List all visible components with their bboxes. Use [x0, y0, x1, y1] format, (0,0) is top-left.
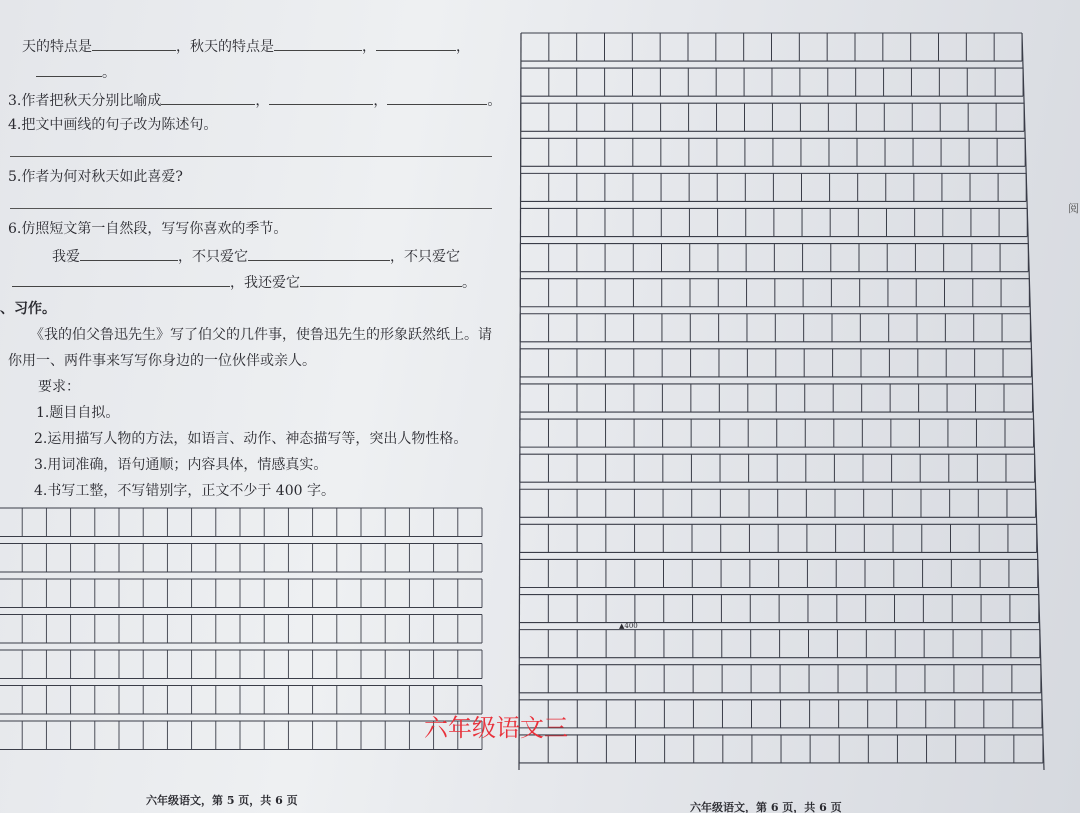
q6-label-d: ，我还爱它 [230, 275, 300, 291]
q3-text: 3.作者把秋天分别比喻成 [8, 93, 162, 109]
question-5: 5.作者为何对秋天如此喜爱? [8, 169, 183, 185]
grid-outer-right [1022, 33, 1044, 770]
q6-label-c: ，不只爱它 [390, 249, 460, 265]
q2-line2-end: 。 [102, 65, 116, 81]
q6-end: 。 [462, 275, 476, 291]
q2-sep-2: ， [456, 39, 470, 55]
question-4: 4.把文中画线的句子改为陈述句。 [8, 117, 218, 133]
q6-label-b: ，不只爱它 [178, 249, 248, 265]
grid-outer-left [519, 33, 521, 770]
requirement-1: 1.题目自拟。 [36, 405, 120, 421]
q3-sep-1: ， [255, 93, 270, 109]
section-title: 、习作。 [0, 301, 56, 317]
requirement-3: 3.用词准确，语句通顺；内容具体，情感真实。 [34, 457, 328, 473]
q3-sep-2: ， [373, 93, 388, 109]
word-count-marker: ▲400 [619, 622, 638, 630]
prompt-line-1: 《我的伯父鲁迅先生》写了伯父的几件事，使鲁迅先生的形象跃然纸上。请 [30, 327, 492, 343]
q2-label-a: 天的特点是 [22, 39, 92, 55]
q2-label-b: ，秋天的特点是 [176, 39, 274, 55]
watermark: 六年级语文三 [424, 714, 568, 742]
q6-label-a: 我爱 [52, 249, 80, 265]
right-edge-glyph: 阅 [1068, 202, 1079, 215]
question-6: 6.仿照短文第一自然段，写写你喜欢的季节。 [8, 221, 288, 237]
page-6-footer: 六年级语文，第 6 页，共 6 页 [690, 801, 842, 813]
requirement-2: 2.运用描写人物的方法，如语言、动作、神态描写等，突出人物性格。 [34, 431, 468, 447]
q2-sep-1: ， [362, 39, 376, 55]
requirement-4: 4.书写工整，不写错别字，正文不少于 400 字。 [34, 483, 335, 499]
requirements-label: 要求： [38, 379, 80, 395]
q3-end: 。 [487, 93, 502, 109]
prompt-line-2: 你用一、两件事来写写你身边的一位伙伴或亲人。 [8, 353, 316, 369]
page-5-footer: 六年级语文，第 5 页，共 6 页 [146, 794, 298, 807]
